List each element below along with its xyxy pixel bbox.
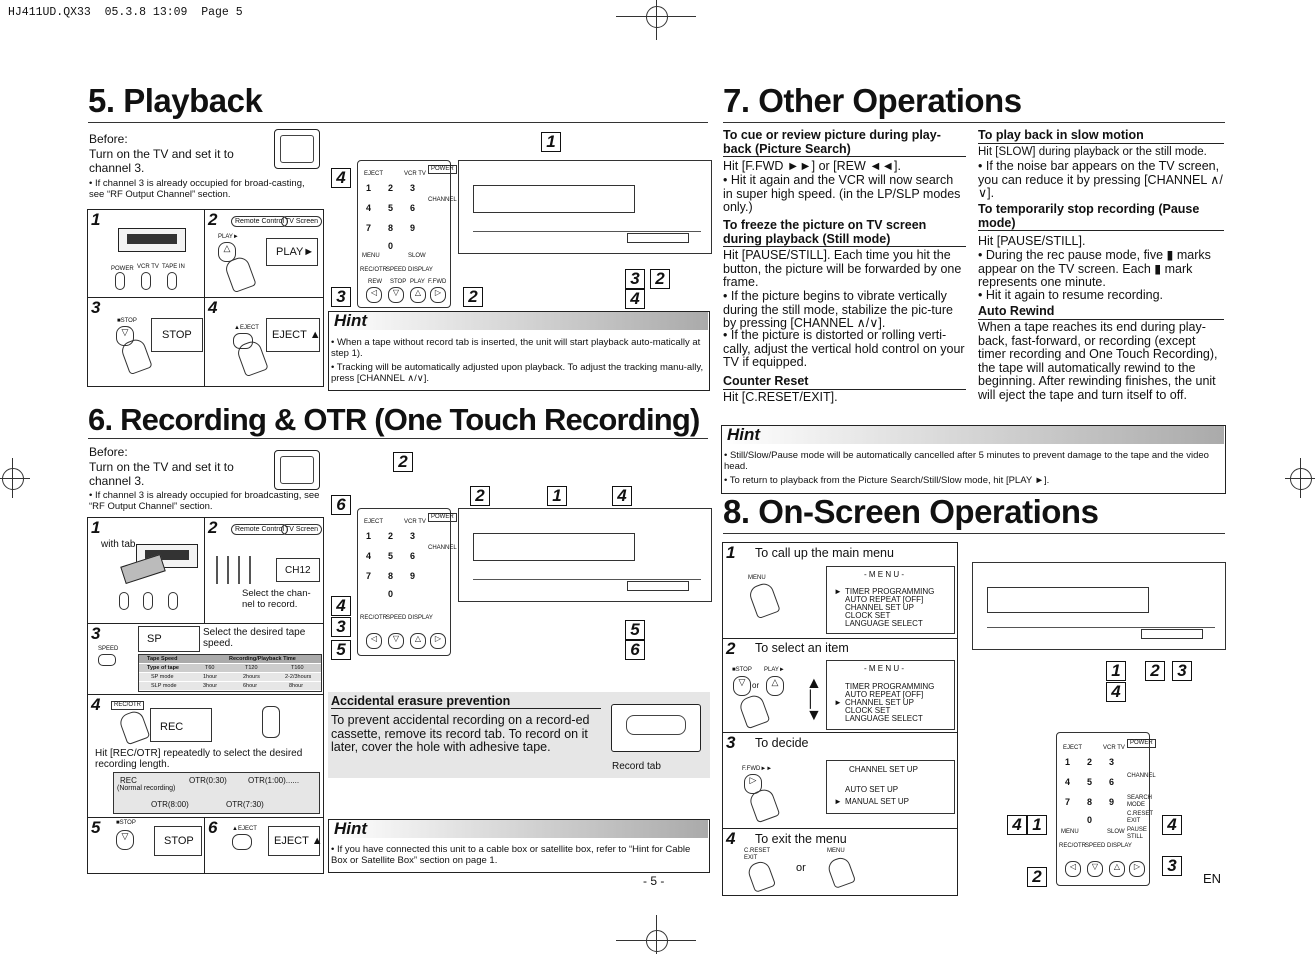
rec-bulb-1 xyxy=(119,592,129,610)
remote-label-eject: EJECT xyxy=(364,519,384,525)
table-sub-type: Type of tape xyxy=(147,665,179,671)
menu-item: AUTO REPEAT [OFF] xyxy=(845,595,924,604)
transport-buttons[interactable] xyxy=(627,233,689,243)
rewind-text: When a tape reaches its end during play-back, fast-forward, or recording (except timer recording and One Touch Recording), the tape will automatically rewind to the beginning. After rewinding finishes, the unit will eject the tape and turn itself to off. xyxy=(978,320,1218,402)
transport-buttons[interactable] xyxy=(627,581,689,591)
os-step-3: 3 xyxy=(726,733,736,752)
pb-label-tapein: TAPE IN xyxy=(162,264,185,270)
remote-digit-8[interactable]: 8 xyxy=(388,571,394,581)
erasure-title: Accidental erasure prevention xyxy=(331,694,601,709)
rec-step-4: 4 xyxy=(91,695,101,714)
tv-icon xyxy=(274,450,320,490)
recording-title: 6. Recording & OTR (One Touch Recording) xyxy=(88,402,700,437)
tape-slot xyxy=(473,185,635,213)
remote-digit-5[interactable]: 5 xyxy=(1087,777,1093,787)
remote-digit-1[interactable]: 1 xyxy=(1065,757,1071,767)
remote-label-display: DISPLAY xyxy=(408,267,433,273)
record-tab-label: Record tab xyxy=(612,761,661,772)
remote-digit-9[interactable]: 9 xyxy=(1109,797,1115,807)
other-title-rule xyxy=(723,122,1225,123)
remote-digit-9[interactable]: 9 xyxy=(410,571,416,581)
crop-mark-top-circle xyxy=(646,6,668,28)
menu-pointer: ► xyxy=(834,698,842,707)
menu-pointer: ► xyxy=(834,587,842,596)
slow-text: Hit [SLOW] during playback or the still mode. xyxy=(978,146,1207,158)
grid-v xyxy=(204,817,205,874)
pb-label-power: POWER xyxy=(111,266,134,272)
rec-step-6: 6 xyxy=(208,818,218,837)
otr-030: OTR(0:30) xyxy=(189,776,227,785)
otr-rec: REC xyxy=(120,776,137,785)
erasure-text: To prevent accidental recording on a record-ed cassette, remove its record tab. To record on it later, cover the hole with adhesive tape. xyxy=(331,713,590,754)
rec-bulb-3 xyxy=(168,592,178,610)
badge: 4 xyxy=(625,289,645,309)
remote-label-eject: EJECT xyxy=(1063,745,1083,751)
hint-title: Hint xyxy=(727,425,761,444)
tape-speed-table xyxy=(138,654,322,692)
table-cell: SLP mode xyxy=(151,683,177,689)
table-cell: 6hour xyxy=(243,683,258,689)
table-cell: 2-2/3hours xyxy=(285,674,312,680)
pause-heading: To temporarily stop recording (Pause mode) xyxy=(978,203,1224,231)
menu-item: CHANNEL SET UP xyxy=(845,603,914,612)
os-or-2: or xyxy=(796,862,806,874)
remote-label-display: DISPLAY xyxy=(1107,843,1132,849)
table-cell: 8hour xyxy=(289,683,304,689)
rec-stop-label: ■STOP xyxy=(116,820,136,826)
grid-h xyxy=(87,694,324,695)
freeze-text: Hit [PAUSE/STILL]. Each time you hit the button, the picture will be forwarded by one frame. xyxy=(723,248,962,289)
remote-digit-1[interactable]: 1 xyxy=(366,183,372,193)
table-sub-t160: T160 xyxy=(291,665,304,671)
playback-before-label: Before: xyxy=(89,132,128,146)
pb-bulb-3 xyxy=(167,272,177,290)
remote-digit-3[interactable]: 3 xyxy=(410,183,416,193)
remote-digit-4[interactable]: 4 xyxy=(366,203,372,213)
speed-button[interactable] xyxy=(98,654,116,666)
menu-title: - M E N U - xyxy=(864,570,904,579)
remote-digit-0[interactable]: 0 xyxy=(1087,815,1093,825)
cassette-icon xyxy=(611,704,701,752)
menu-item: CLOCK SET xyxy=(845,706,891,715)
freeze-bullet-1: • If the picture begins to vibrate vertically during the still mode, stabilize the pic-ture by pressing [CHANNEL ∧/∨]. xyxy=(723,289,953,330)
remote-label-channel: CHANNEL xyxy=(1127,773,1156,779)
pb-stop-btn[interactable]: ▽ xyxy=(116,326,134,346)
up-down-arrow-icon: ▲ │ ▼ xyxy=(806,675,822,724)
counter-text: Hit [C.RESET/EXIT]. xyxy=(723,390,838,404)
os-step-4-text: To exit the menu xyxy=(755,832,847,846)
remote-label-menu: MENU xyxy=(1061,829,1079,835)
playback-before-note: • If channel 3 is already occupied for broad-casting, see “RF Output Channel” section. xyxy=(89,178,305,200)
os-menu-btn-label: MENU xyxy=(748,575,766,581)
table-header-time: Recording/Playback Time xyxy=(229,656,296,662)
remote-digit-2[interactable]: 2 xyxy=(388,183,394,193)
remote-control-2 xyxy=(357,508,457,656)
remote-digit-7[interactable]: 7 xyxy=(366,223,372,233)
remote-label-power: POWER xyxy=(1127,739,1156,748)
menu-item: CHANNEL SET UP xyxy=(845,698,914,707)
grid-h xyxy=(722,638,958,639)
pb-play-btn-label: PLAY► xyxy=(218,234,239,240)
badge: 6 xyxy=(625,640,645,660)
badge: 2 xyxy=(463,287,483,307)
playback-hint-2: • Tracking will be automatically adjusted upon playback. To adjust the tracking manu-ally, press [CHANNEL ∧/∨]. xyxy=(331,362,704,384)
remote-digit-5[interactable]: 5 xyxy=(388,203,394,213)
badge: 4 xyxy=(331,168,351,188)
badge: 3 xyxy=(331,287,351,307)
remote-digit-8[interactable]: 8 xyxy=(1087,797,1093,807)
os-step-2: 2 xyxy=(726,639,736,658)
ffwd-button[interactable]: ▷ xyxy=(430,287,446,303)
grid-h xyxy=(722,732,958,733)
remote-control-1 xyxy=(357,160,457,308)
file-header: HJ411UD.QX33 05.3.8 13:09 Page 5 xyxy=(8,6,243,19)
menu-item: AUTO REPEAT [OFF] xyxy=(845,690,924,699)
menu-item: LANGUAGE SELECT xyxy=(845,714,923,723)
page-number: - 5 - xyxy=(643,874,665,888)
menu-item: TIMER PROGRAMMING xyxy=(845,682,935,691)
menu-title: - M E N U - xyxy=(864,664,904,673)
recording-before-text: Turn on the TV and set it to channel 3. xyxy=(89,460,234,488)
pb-screen-eject-text: EJECT ▲ xyxy=(272,329,321,341)
badge: 3 xyxy=(1162,856,1182,876)
remote-digit-2[interactable]: 2 xyxy=(388,531,394,541)
stop-button[interactable]: ▽ xyxy=(388,633,404,649)
freeze-bullet-2: • If the picture is distorted or rolling verti-cally, adjust the vertical hold control on your TV if equipped. xyxy=(723,328,965,369)
os-play-btn[interactable]: △ xyxy=(766,676,784,696)
hint-title: Hint xyxy=(334,311,368,330)
recording-hint-bar xyxy=(330,820,708,838)
remote-label-recotr: REC/OTR xyxy=(360,267,387,273)
counter-heading: Counter Reset xyxy=(723,375,966,390)
other-hint-1: • Still/Slow/Pause mode will be automatically cancelled after 5 minutes to prevent damage to the tape and the video head. xyxy=(724,450,1209,472)
submenu-item: AUTO SET UP xyxy=(845,785,899,794)
pb-bulb-2 xyxy=(141,272,151,290)
remote-digit-1[interactable]: 1 xyxy=(366,531,372,541)
table-sub-t60: T60 xyxy=(205,665,215,671)
remote-digit-3[interactable]: 3 xyxy=(410,531,416,541)
pb-eject-label: ▲EJECT xyxy=(234,325,259,331)
pb-play-btn[interactable]: △ xyxy=(218,242,236,262)
os-ffwd-label: F.FWD►► xyxy=(742,766,773,772)
menu-item: LANGUAGE SELECT xyxy=(845,619,923,628)
badge: 4 xyxy=(1106,682,1126,702)
tv-icon xyxy=(274,129,320,169)
rew-button[interactable]: ◁ xyxy=(366,633,382,649)
remote-label-search: SEARCH MODE xyxy=(1127,795,1153,808)
remote-label-speed: SPEED xyxy=(386,267,407,273)
crop-mark-bottom-circle xyxy=(646,930,668,952)
pb-screen-stop-text: STOP xyxy=(162,329,192,341)
cue-text: Hit [F.FWD ►►] or [REW ◄◄]. xyxy=(723,159,901,173)
stop-button[interactable]: ▽ xyxy=(1087,861,1103,877)
pb-step-2: 2 xyxy=(208,210,218,229)
pb-step-1: 1 xyxy=(91,210,101,229)
recording-before-note: • If channel 3 is already occupied for broadcasting, see “RF Output Channel” section. xyxy=(89,490,320,512)
rec-stop-btn[interactable]: ▽ xyxy=(116,830,134,850)
grid-v xyxy=(204,209,205,387)
menu-item: CLOCK SET xyxy=(845,611,891,620)
remote-label-menu: MENU xyxy=(362,253,380,259)
otr-800: OTR(8:00) xyxy=(151,800,189,809)
remote-label-recotr: REC/OTR xyxy=(360,615,387,621)
ffwd-button[interactable]: ▷ xyxy=(1129,861,1145,877)
remote-label-speed: SPEED xyxy=(1085,843,1106,849)
pb-bulb-1 xyxy=(115,272,125,290)
rec-screen-eject-text: EJECT ▲ xyxy=(274,835,323,847)
cue-heading: To cue or review picture during play-back (Picture Search) xyxy=(723,129,966,157)
rec-callout-remote: Remote Control xyxy=(231,524,288,535)
rec-step2-text: Select the chan-nel to record. xyxy=(242,588,311,610)
remote-label-recotr: REC/OTR xyxy=(1059,843,1086,849)
remote-label-display: DISPLAY xyxy=(408,615,433,621)
rec-step3-text: Select the desired tape speed. xyxy=(203,627,306,649)
remote-label-power: POWER xyxy=(428,513,457,522)
rec-screen-rec-text: REC xyxy=(160,721,184,733)
record-light-icon xyxy=(262,706,280,738)
remote-digit-0[interactable]: 0 xyxy=(388,241,394,251)
table-cell: 2hours xyxy=(243,674,260,680)
submenu-title: CHANNEL SET UP xyxy=(849,765,918,774)
remote-label-ffwd: F.FWD xyxy=(428,279,447,285)
rec-step-1: 1 xyxy=(91,518,101,537)
os-menu-label-2: MENU xyxy=(827,848,845,854)
rec-step-2: 2 xyxy=(208,518,218,537)
playback-hint-bar xyxy=(330,312,708,330)
badge: 2 xyxy=(1145,661,1165,681)
recording-hint-text: • If you have connected this unit to a cable box or satellite box, refer to “Hint for Cable Box or Satellite Box” section on page 1. xyxy=(331,844,691,866)
freeze-heading: To freeze the picture on TV screen during playback (Still mode) xyxy=(723,219,966,247)
remote-label-vcrtv: VCR TV xyxy=(1103,745,1125,751)
rec-step-3: 3 xyxy=(91,624,101,643)
rec-callout-tv: TV Screen xyxy=(281,524,322,535)
hint-title: Hint xyxy=(334,819,368,838)
rec-with-tab: with tab xyxy=(101,539,136,550)
remote-label-rew: REW xyxy=(368,279,382,285)
crop-mark-left-circle xyxy=(2,468,24,490)
play-button[interactable]: △ xyxy=(410,287,426,303)
badge: 4 xyxy=(1007,815,1027,835)
recording-title-rule xyxy=(88,438,708,439)
badge: 3 xyxy=(331,617,351,637)
crop-mark-right-circle xyxy=(1290,468,1312,490)
rew-button[interactable]: ◁ xyxy=(1065,861,1081,877)
remote-digit-8[interactable]: 8 xyxy=(388,223,394,233)
vcr-front-panel-2 xyxy=(458,508,712,602)
badge: 4 xyxy=(612,486,632,506)
grid-v xyxy=(204,517,205,623)
otr-normal: (Normal recording) xyxy=(117,785,176,792)
remote-digit-3[interactable]: 3 xyxy=(1109,757,1115,767)
speed-button-label: SPEED xyxy=(98,646,119,652)
rec-eject-label: ▲EJECT xyxy=(232,826,257,832)
other-ops-title: 7. Other Operations xyxy=(723,82,1022,119)
onscreen-title-rule xyxy=(723,533,1225,534)
os-step-3-text: To decide xyxy=(755,736,809,750)
pb-callout-tv: TV Screen xyxy=(281,216,322,227)
table-cell: SP mode xyxy=(151,674,174,680)
rec-screen-sp-text: SP xyxy=(147,633,162,645)
number-pad[interactable] xyxy=(210,556,254,584)
rewind-heading: Auto Rewind xyxy=(978,305,1224,320)
pause-text: Hit [PAUSE/STILL]. xyxy=(978,234,1086,248)
table-header-speed: Tape Speed xyxy=(147,656,178,662)
badge: 4 xyxy=(1162,815,1182,835)
rec-step4-text: Hit [REC/OTR] repeatedly to select the desired recording length. xyxy=(95,748,303,770)
table-sub-t120: T120 xyxy=(245,665,258,671)
os-step-1-text: To call up the main menu xyxy=(755,546,894,560)
os-step-2-text: To select an item xyxy=(755,641,849,655)
playback-before-text: Turn on the TV and set it to channel 3. xyxy=(89,147,234,175)
remote-label-vcrtv: VCR TV xyxy=(404,171,426,177)
remote-label-stop: STOP xyxy=(390,279,407,285)
recording-before-label: Before: xyxy=(89,445,128,459)
pause-bullet-2: • Hit it again to resume recording. xyxy=(978,288,1164,302)
tape-slot xyxy=(987,587,1149,613)
remote-label-pause: PAUSE STILL xyxy=(1127,827,1147,840)
table-cell: 1hour xyxy=(203,674,218,680)
remote-digit-4[interactable]: 4 xyxy=(366,551,372,561)
grid-h xyxy=(722,828,958,829)
remote-label-channel: CHANNEL xyxy=(428,545,457,551)
badge: 2 xyxy=(393,452,413,472)
pb-label-vcrtv: VCR TV xyxy=(137,264,159,270)
os-stop-btn[interactable]: ▽ xyxy=(733,676,751,696)
remote-label-speed: SPEED xyxy=(386,615,407,621)
remote-digit-9[interactable]: 9 xyxy=(410,223,416,233)
badge: 1 xyxy=(547,486,567,506)
remote-label-power: POWER xyxy=(428,165,457,174)
badge: 1 xyxy=(1027,815,1047,835)
submenu-item: MANUAL SET UP xyxy=(845,797,910,806)
remote-digit-0[interactable]: 0 xyxy=(388,589,394,599)
rec-eject-btn[interactable] xyxy=(232,834,252,850)
remote-label-slow: SLOW xyxy=(408,253,426,259)
pb-callout-remote: Remote Control xyxy=(231,216,288,227)
vcr-front-panel-3 xyxy=(972,562,1226,650)
rew-button[interactable]: ◁ xyxy=(366,287,382,303)
remote-digit-6[interactable]: 6 xyxy=(1109,777,1115,787)
playback-title: 5. Playback xyxy=(88,82,263,119)
play-button[interactable]: △ xyxy=(410,633,426,649)
table-cell: 3hour xyxy=(203,683,218,689)
stop-button[interactable]: ▽ xyxy=(388,287,404,303)
rec-bulb-2 xyxy=(143,592,153,610)
os-step-4: 4 xyxy=(726,829,736,848)
os-or-1: or xyxy=(752,681,760,690)
otr-730: OTR(7:30) xyxy=(226,800,264,809)
pause-bullet-1: • During the rec pause mode, five ▮ marks appear on the TV screen. Each ▮ mark represents one minute. xyxy=(978,248,1211,289)
rec-screen-ch-text: CH12 xyxy=(285,565,311,576)
os-ffwd-btn[interactable]: ▷ xyxy=(744,774,762,794)
badge: 1 xyxy=(541,132,561,152)
remote-label-vcrtv: VCR TV xyxy=(404,519,426,525)
ffwd-button[interactable]: ▷ xyxy=(430,633,446,649)
badge: 5 xyxy=(625,620,645,640)
slow-bullet: • If the noise bar appears on the TV screen, you can reduce it by pressing [CHANNEL ∧/∨]. xyxy=(978,159,1223,200)
badge: 3 xyxy=(625,269,645,289)
badge: 2 xyxy=(470,486,490,506)
vcr-mini xyxy=(118,228,186,252)
badge: 2 xyxy=(650,269,670,289)
remote-label-slow: SLOW xyxy=(1107,829,1125,835)
grid-h xyxy=(87,623,324,624)
badge: 1 xyxy=(1106,661,1126,681)
os-stop-label: ■STOP xyxy=(732,667,752,673)
badge: 2 xyxy=(1027,867,1047,887)
remote-label-channel: CHANNEL xyxy=(428,197,457,203)
other-hint-2: • To return to playback from the Picture Search/Still/Slow mode, hit [PLAY ►]. xyxy=(724,475,1050,486)
remote-digit-6[interactable]: 6 xyxy=(410,203,416,213)
cue-bullet: • Hit it again and the VCR will now search in super high speed. (in the LP/SLP modes only.) xyxy=(723,173,961,214)
otr-100: OTR(1:00)...... xyxy=(248,776,300,785)
remote-label-play: PLAY xyxy=(410,279,425,285)
tape-slot xyxy=(473,533,635,561)
play-button[interactable]: △ xyxy=(1109,861,1125,877)
remote-digit-7[interactable]: 7 xyxy=(1065,797,1071,807)
pb-stop-label: ■STOP xyxy=(117,318,137,324)
playback-title-rule xyxy=(88,122,708,123)
other-hint-bar xyxy=(723,426,1224,444)
remote-digit-2[interactable]: 2 xyxy=(1087,757,1093,767)
remote-label-eject: EJECT xyxy=(364,171,384,177)
slow-heading: To play back in slow motion xyxy=(978,129,1224,144)
badge: 4 xyxy=(331,596,351,616)
language-tab: EN xyxy=(1203,871,1222,886)
badge: 6 xyxy=(331,495,351,515)
rec-screen-stop-text: STOP xyxy=(164,835,194,847)
badge: 5 xyxy=(331,640,351,660)
pb-step-3: 3 xyxy=(91,298,101,317)
transport-buttons[interactable] xyxy=(1141,629,1203,639)
playback-hint-1: • When a tape without record tab is inserted, the unit will start playback auto-matically at step 1). xyxy=(331,337,701,359)
remote-digit-6[interactable]: 6 xyxy=(410,551,416,561)
remote-digit-5[interactable]: 5 xyxy=(388,551,394,561)
os-play-label: PLAY► xyxy=(764,667,785,673)
os-creset-label: C.RESET EXIT xyxy=(744,848,770,861)
rec-step-5: 5 xyxy=(91,818,101,837)
os-step-1: 1 xyxy=(726,543,736,562)
onscreen-title: 8. On-Screen Operations xyxy=(723,493,1099,530)
badge: 3 xyxy=(1172,661,1192,681)
remote-control-3 xyxy=(1056,732,1156,886)
menu-pointer: ► xyxy=(834,797,842,806)
vcr-front-panel-1 xyxy=(458,160,712,254)
pb-screen-play-text: PLAY► xyxy=(276,246,315,258)
remote-digit-4[interactable]: 4 xyxy=(1065,777,1071,787)
pb-step-4: 4 xyxy=(208,298,218,317)
grid-h xyxy=(87,297,324,298)
remote-digit-7[interactable]: 7 xyxy=(366,571,372,581)
grid-h xyxy=(87,817,324,818)
menu-item: TIMER PROGRAMMING xyxy=(845,587,935,596)
recotr-button-label: REC/OTR xyxy=(111,701,144,710)
remote-label-creset: C.RESET EXIT xyxy=(1127,811,1153,824)
